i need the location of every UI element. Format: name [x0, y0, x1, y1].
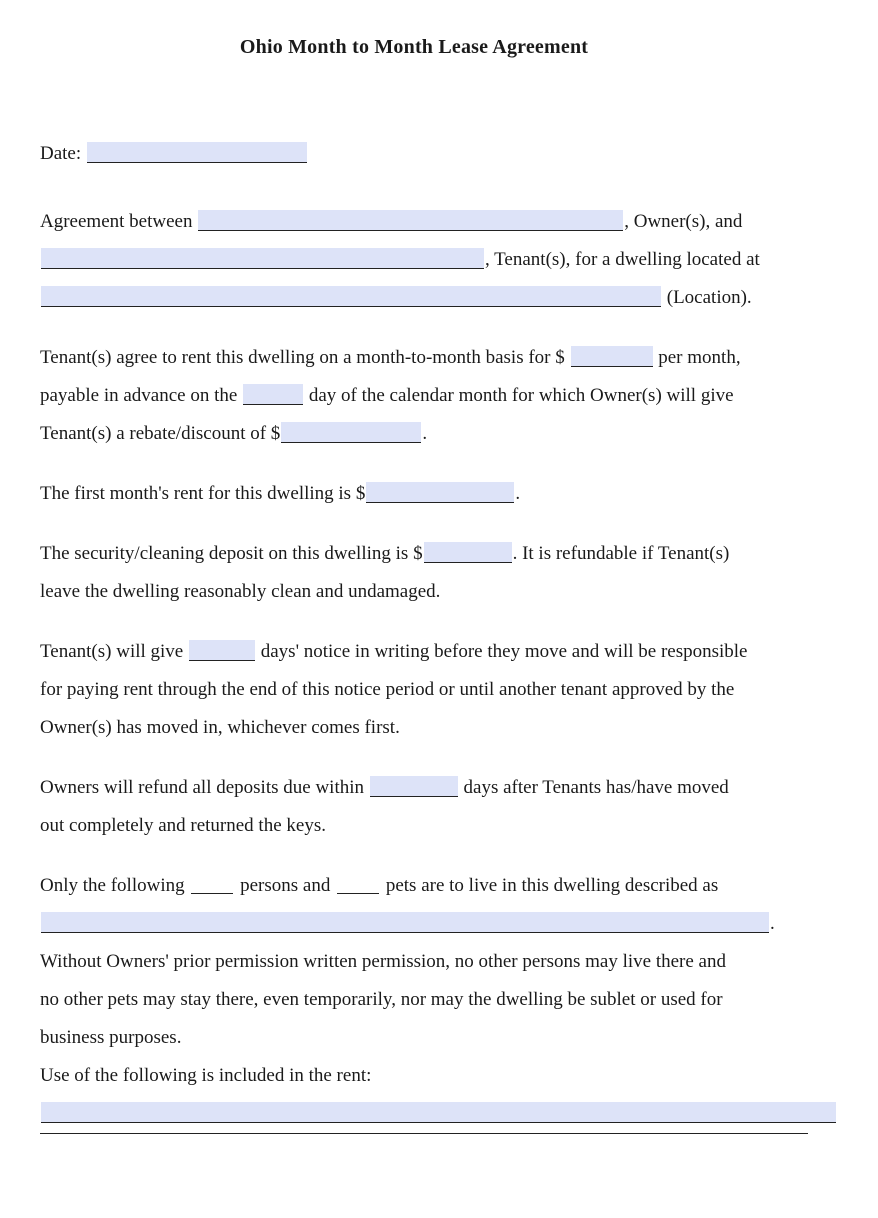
occupancy-paragraph: Only the following persons and pets are to live in this dwelling described as . [40, 875, 775, 934]
occupancy-text-1: Only the following [40, 875, 185, 896]
agreement-text-1: Agreement between [40, 211, 193, 232]
rent-text-5: Tenant(s) a rebate/discount of $ [40, 423, 281, 444]
security-deposit-input[interactable] [424, 542, 512, 563]
payable-day-input[interactable] [243, 384, 303, 405]
rent-text-3: payable in advance on the [40, 385, 238, 406]
deposit-paragraph [40, 535, 808, 611]
monthly-rent-input[interactable] [571, 346, 653, 367]
notice-paragraph [40, 633, 808, 747]
spacer [40, 747, 808, 769]
notice-text-1: Tenant(s) will give [40, 641, 184, 662]
included-paragraph [40, 1057, 808, 1134]
page-title: Ohio Month to Month Lease Agreement [239, 36, 589, 58]
agreement-text-3: , Tenant(s), for a dwelling located at [485, 249, 760, 270]
occupancy-text-2: persons and [240, 875, 331, 896]
notice-text-3: for paying rent through the end of this notice period or until another tenant approved by the [40, 679, 735, 700]
first-month-text: The first month's rent for this dwelling is $ [40, 483, 366, 504]
spacer [40, 513, 808, 535]
spacer [40, 611, 808, 633]
rent-paragraph: Tenant(s) agree to rent this dwelling on a month-to-month basis for $ per month, payable in advance on the day of the calendar month for which Owner(s) will give Tenant(s) a rebate/discount of $ . [40, 347, 741, 444]
date-input[interactable] [87, 142, 307, 163]
persons-count-input[interactable] [191, 877, 233, 894]
agreement-text-2: , Owner(s), and [624, 211, 743, 232]
permission-text-3: business purposes. [40, 1027, 182, 1048]
rent-text-4: day of the calendar month for which Owner(s) will give [308, 385, 734, 406]
spacer [40, 59, 808, 105]
spacer [40, 453, 808, 475]
refund-paragraph [40, 769, 808, 845]
refund-days-input[interactable] [370, 776, 458, 797]
first-month-rent-input[interactable] [366, 482, 514, 503]
tenant-name-input[interactable] [41, 248, 484, 269]
notice-days-input[interactable] [189, 640, 255, 661]
deposit-text-2: . It is refundable if Tenant(s) [512, 543, 730, 564]
spacer [40, 105, 808, 135]
rent-text-2: per month, [658, 347, 741, 368]
pets-count-input[interactable] [337, 877, 379, 894]
continuation-rule [40, 1133, 808, 1134]
document-body [40, 135, 808, 1134]
included-text-1: Use of the following is included in the rent: [40, 1065, 372, 1086]
owner-name-input[interactable] [198, 210, 623, 231]
included-in-rent-input[interactable] [41, 1102, 836, 1123]
date-label: Date: [40, 143, 82, 164]
permission-text-1: Without Owners' prior permission written permission, no other persons may live there and [40, 951, 726, 972]
notice-text-2: days' notice in writing before they move and will be responsible [260, 641, 748, 662]
spacer [40, 845, 808, 867]
date-line [40, 135, 808, 173]
notice-text-4: Owner(s) has moved in, whichever comes first. [40, 717, 400, 738]
rebate-amount-input[interactable] [281, 422, 421, 443]
deposit-text-3: leave the dwelling reasonably clean and undamaged. [40, 581, 441, 602]
first-month-paragraph: The first month's rent for this dwelling is $ . [40, 483, 521, 504]
dwelling-description-input[interactable] [41, 912, 769, 933]
refund-text-3: out completely and returned the keys. [40, 815, 326, 836]
deposit-text-1: The security/cleaning deposit on this dwelling is $ [40, 543, 423, 564]
location-input[interactable] [41, 286, 661, 307]
rent-text-1: Tenant(s) agree to rent this dwelling on a month-to-month basis for $ [40, 347, 565, 368]
occupancy-text-3: pets are to live in this dwelling described as [385, 875, 719, 896]
refund-text-1: Owners will refund all deposits due within [40, 777, 365, 798]
refund-text-2: days after Tenants has/have moved [463, 777, 729, 798]
agreement-paragraph [40, 203, 808, 317]
spacer [40, 317, 808, 339]
spacer [40, 173, 808, 203]
permission-paragraph [40, 943, 808, 1057]
permission-text-2: no other pets may stay there, even temporarily, nor may the dwelling be sublet or used for [40, 989, 723, 1010]
agreement-text-4: (Location). [666, 287, 752, 308]
